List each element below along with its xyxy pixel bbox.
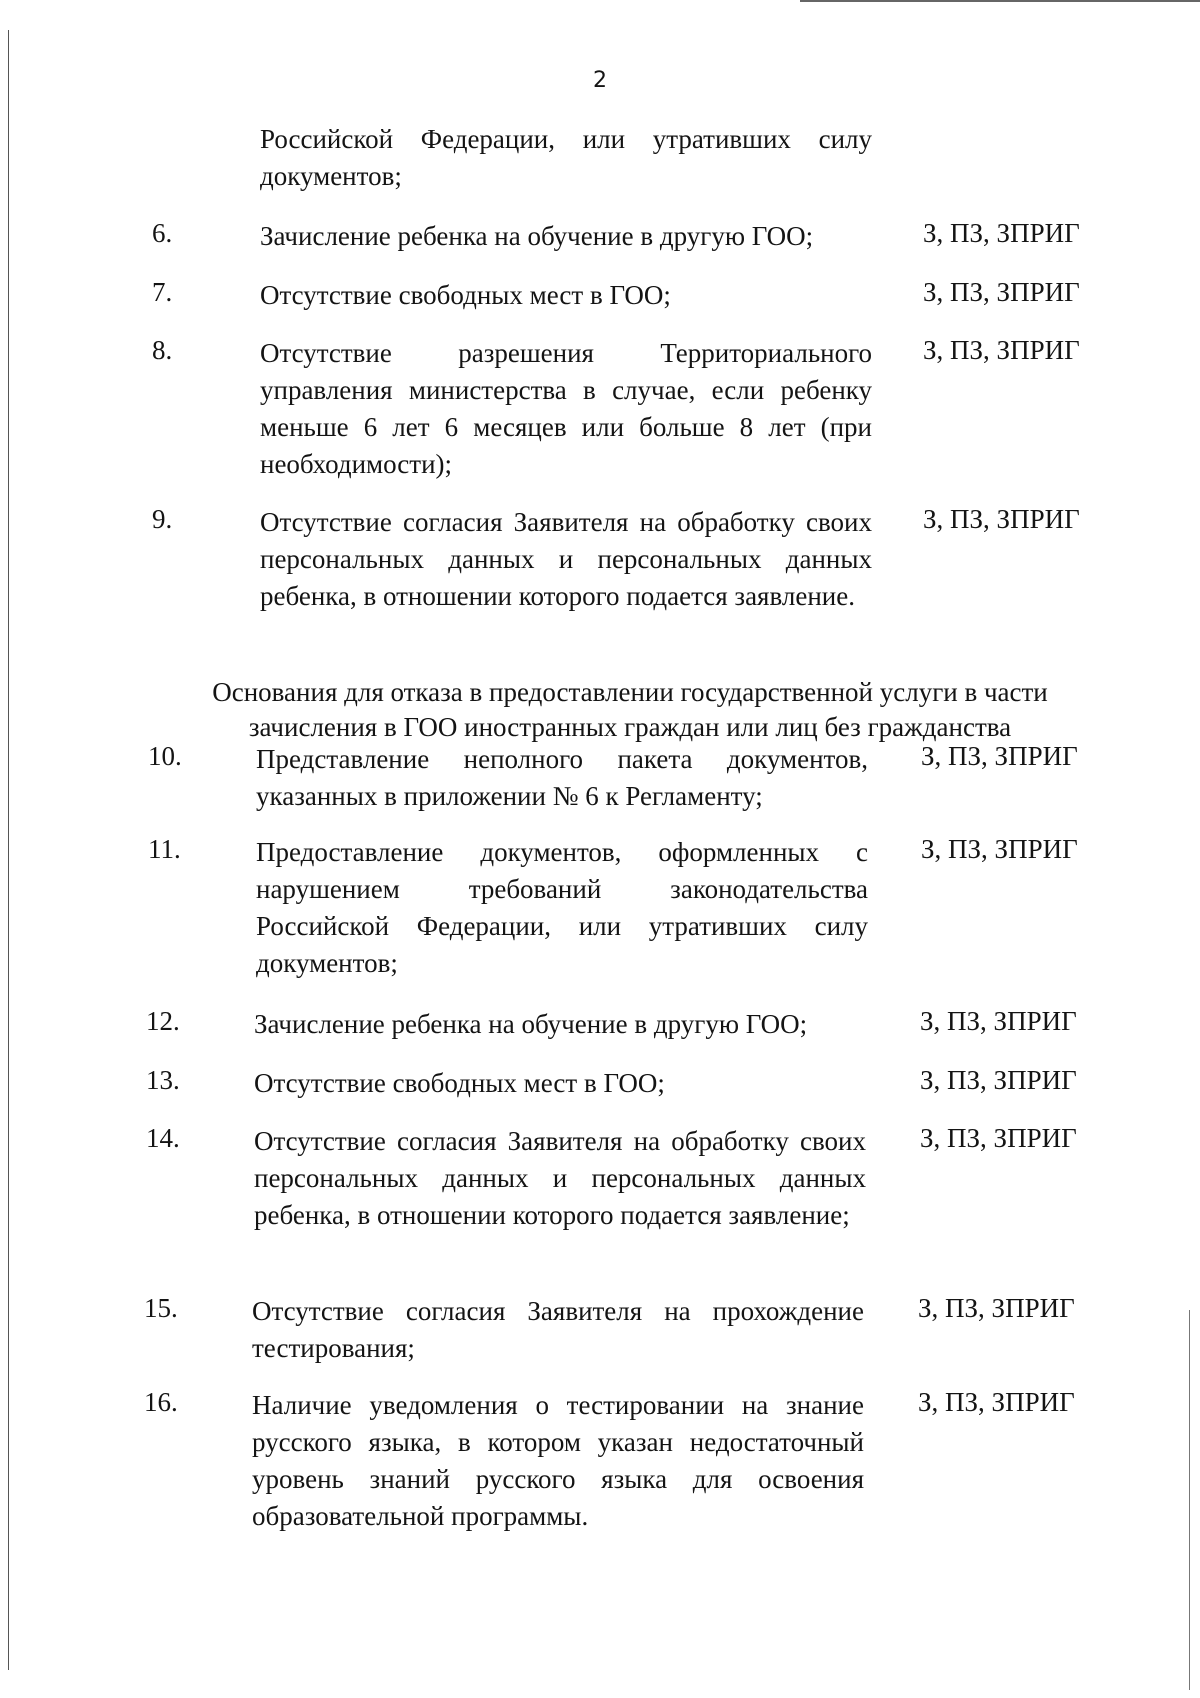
section-heading: Основания для отказа в предоставлении государственной услуги в части зачисления в ГОО иностранных граждан или лиц без гражданства — [212, 677, 1048, 742]
scan-edge-left — [8, 30, 9, 1670]
item-codes: З, ПЗ, ЗПРИГ — [923, 504, 1080, 534]
item-text: Зачисление ребенка на обучение в другую ГОО; — [260, 221, 814, 251]
item-number: 15. — [144, 1293, 178, 1323]
item-number: 8. — [152, 335, 173, 365]
continued-item-text: Российской Федерации, или утративших силу документов; — [260, 124, 872, 191]
item-text: Отсутствие свободных мест в ГОО; — [260, 280, 671, 310]
item-number: 12. — [146, 1006, 180, 1036]
item-codes: З, ПЗ, ЗПРИГ — [920, 1123, 1077, 1153]
item-text: Зачисление ребенка на обучение в другую ГОО; — [254, 1009, 808, 1039]
item-codes: З, ПЗ, ЗПРИГ — [918, 1387, 1075, 1417]
item-number: 13. — [146, 1065, 180, 1095]
page-number: 2 — [593, 68, 607, 93]
scan-edge-right — [1189, 1310, 1190, 1690]
item-number: 16. — [144, 1387, 178, 1417]
item-number: 7. — [152, 277, 173, 307]
item-number: 11. — [148, 834, 181, 864]
item-text: Отсутствие разрешения Территориального управления министерства в случае, если ребенку меньше 6 лет 6 месяцев или больше 8 лет (при необходимости); — [260, 338, 872, 479]
item-codes: З, ПЗ, ЗПРИГ — [923, 335, 1080, 365]
item-number: 6. — [152, 218, 173, 248]
item-codes: З, ПЗ, ЗПРИГ — [921, 741, 1078, 771]
item-text: Отсутствие свободных мест в ГОО; — [254, 1068, 665, 1098]
item-text: Отсутствие согласия Заявителя на прохождение тестирования; — [252, 1296, 864, 1363]
item-codes: З, ПЗ, ЗПРИГ — [918, 1293, 1075, 1323]
item-codes: З, ПЗ, ЗПРИГ — [920, 1006, 1077, 1036]
item-text: Отсутствие согласия Заявителя на обработку своих персональных данных и персональных данных ребенка, в отношении которого подается заявление; — [254, 1126, 866, 1230]
scan-edge-top — [800, 0, 1200, 2]
item-codes: З, ПЗ, ЗПРИГ — [920, 1065, 1077, 1095]
item-codes: З, ПЗ, ЗПРИГ — [923, 218, 1080, 248]
item-number: 14. — [146, 1123, 180, 1153]
item-text: Отсутствие согласия Заявителя на обработку своих персональных данных и персональных данных ребенка, в отношении которого подается заявление. — [260, 507, 872, 611]
item-text: Предоставление документов, оформленных с нарушением требований законодательства Российской Федерации, или утративших силу документов; — [256, 837, 868, 978]
item-codes: З, ПЗ, ЗПРИГ — [923, 277, 1080, 307]
item-number: 9. — [152, 504, 173, 534]
item-text: Представление неполного пакета документов, указанных в приложении № 6 к Регламенту; — [256, 744, 868, 811]
item-number: 10. — [148, 741, 182, 771]
item-codes: З, ПЗ, ЗПРИГ — [921, 834, 1078, 864]
item-text: Наличие уведомления о тестировании на знание русского языка, в котором указан недостаточный уровень знаний русского языка для освоения образовательной программы. — [252, 1390, 864, 1531]
